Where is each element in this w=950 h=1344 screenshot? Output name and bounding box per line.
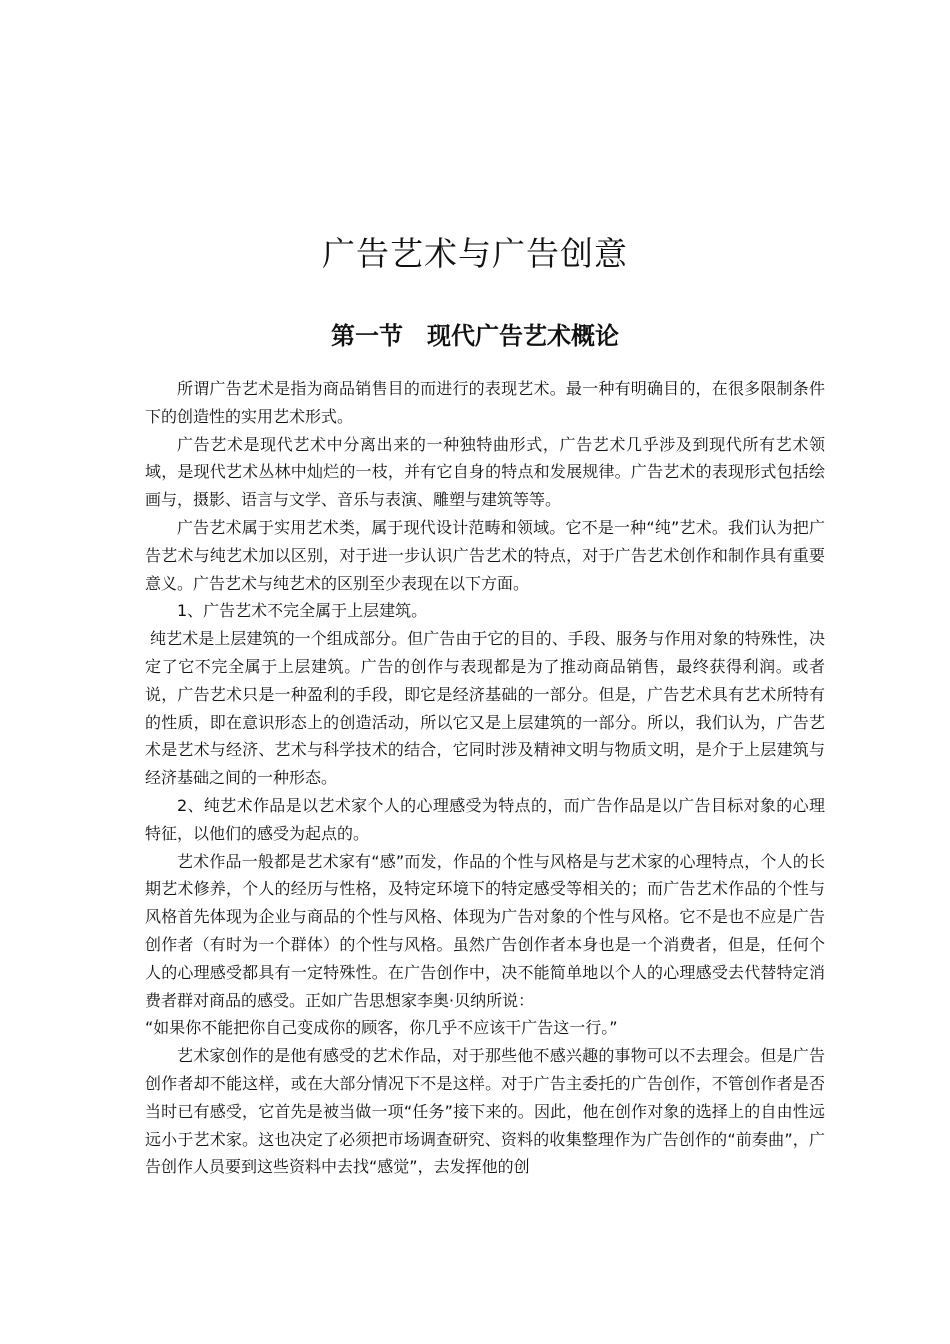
list-item-1: 1、广告艺术不完全属于上层建筑。 [177, 601, 428, 621]
paragraph-definition: 所谓广告艺术是指为商品销售目的而进行的表现艺术。最一种有明确目的，在很多限制条件下的创造性的实用艺术形式。 [145, 379, 825, 426]
section-title: 第一节 现代广告艺术概论 [331, 322, 619, 350]
paragraph-artist-feeling: 艺术作品一般都是艺术家有“感”而发，作品的个性与风格是与艺术家的心理特点，个人的长期艺术修养，个人的经历与性格，及特定环境下的特定感受等相关的；而广告艺术作品的个性与风格首先体现为企业与商品的个性与风格、体现为广告对象的个性与风格。它不是也不应是广告创作者（有时为一个群体）的个性与风格。虽然广告创作者本身也是一个消费者，但是，任何个人的心理感受都具有一定特殊性。在广告创作中，决不能简单地以个人的心理感受去代替特定消费者群对商品的感受。正如广告思想家李奥·贝纳所说： [145, 851, 825, 1010]
body-text [145, 375, 825, 1181]
paragraph-applied-art: 广告艺术属于实用艺术类，属于现代设计范畴和领域。它不是一种“纯”艺术。我们认为把广告艺术与纯艺术加以区别，对于进一步认识广告艺术的特点，对于广告艺术创作和制作具有重要意义。广告艺术与纯艺术的区别至少表现在以下方面。 [145, 517, 825, 593]
list-item-2: 2、纯艺术作品是以艺术家个人的心理感受为特点的，而广告作品是以广告目标对象的心理特征，以他们的感受为起点的。 [145, 795, 825, 843]
paragraph-creation-task: 艺术家创作的是他有感受的艺术作品，对于那些他不感兴趣的事物可以不去理会。但是广告创作者却不能这样，或在大部分情况下不是这样。对于广告主委托的广告创作，不管创作者是否当时已有感受，它首先是被当做一项“任务”接下来的。因此，他在创作对象的选择上的自由性远远小于艺术家。这也决定了必须把市场调查研究、资料的收集整理作为广告创作的“前奏曲”，广告创作人员要到这些资料中去找“感觉”，去发挥他的创 [145, 1046, 825, 1177]
quote-leo-burnett: “如果你不能把你自己变成你的顾客，你几乎不应该干广告这一行。” [145, 1018, 618, 1038]
document-title: 广告艺术与广告创意 [322, 234, 628, 273]
paragraph-superstructure: 纯艺术是上层建筑的一个组成部分。但广告由于它的目的、手段、服务与作用对象的特殊性，决定了它不完全属于上层建筑。广告的创作与表现都是为了推动商品销售，最终获得利润。或者说，广告艺术只是一种盈利的手段，即它是经济基础的一部分。但是，广告艺术具有艺术所特有的性质，即在意识形态上的创造活动，所以它又是上层建筑的一部分。所以，我们认为，广告艺术是艺术与经济、艺术与科学技术的结合，它同时涉及精神文明与物质文明，是介于上层建筑与经济基础之间的一种形态。 [145, 629, 825, 788]
paragraph-origin: 广告艺术是现代艺术中分离出来的一种独特曲形式，广告艺术几乎涉及到现代所有艺术领域，是现代艺术丛林中灿烂的一枝，并有它自身的特点和发展规律。广告艺术的表现形式包括绘画与，摄影、语言与文学、音乐与表演、雕塑与建筑等等。 [145, 434, 825, 510]
